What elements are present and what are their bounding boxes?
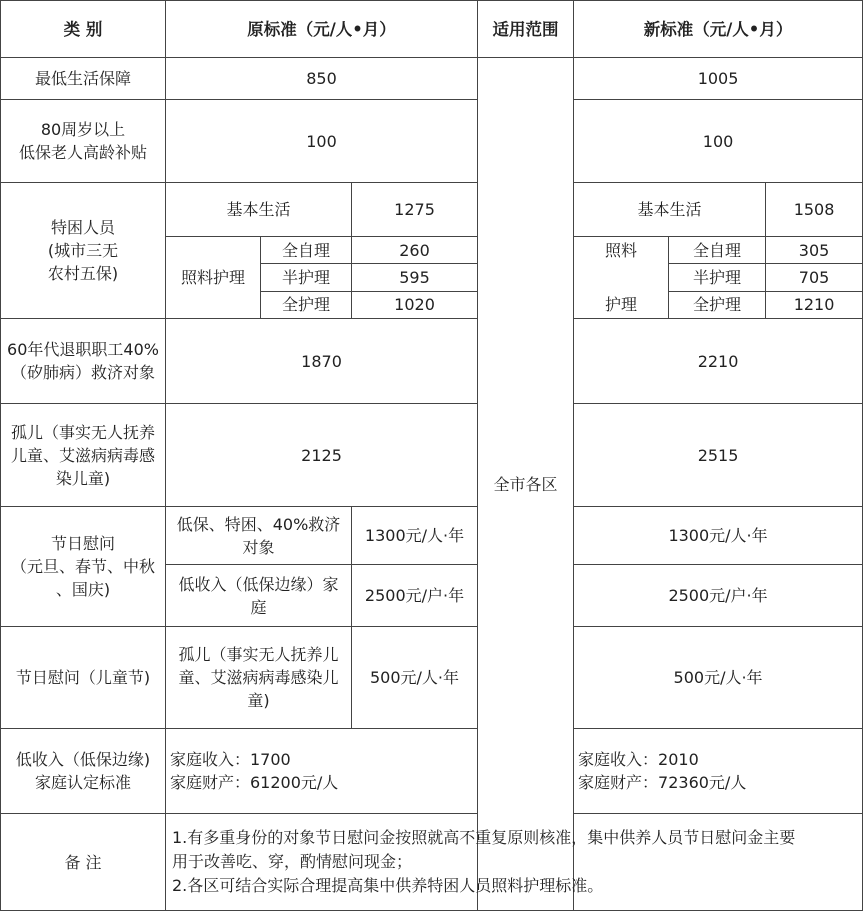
holiday-sub2-old: 2500元/户·年 bbox=[352, 565, 478, 627]
children-day-old: 500元/人·年 bbox=[352, 627, 478, 729]
new-basic-value: 1508 bbox=[766, 183, 863, 237]
new-basic-label: 基本生活 bbox=[574, 183, 766, 237]
row-remarks bbox=[1, 814, 863, 911]
row-holiday-subsistence bbox=[1, 507, 863, 565]
header-new-standard: 新标准（元/人•月） bbox=[574, 1, 863, 58]
new-care-label: 照料 护理 bbox=[574, 237, 669, 319]
label-special: 特困人员 (城市三无 农村五保) bbox=[1, 183, 166, 319]
old-half-care-label: 半护理 bbox=[261, 264, 352, 291]
row-special-basic bbox=[1, 183, 863, 237]
label-low-income: 低收入（低保边缘) 家庭认定标准 bbox=[1, 729, 166, 814]
new-orphan: 2515 bbox=[574, 404, 863, 507]
label-children-day: 节日慰问（儿童节) bbox=[1, 627, 166, 729]
holiday-sub1-label: 低保、特困、40%救济 对象 bbox=[166, 507, 352, 565]
new-self-care-value: 305 bbox=[766, 237, 863, 264]
label-min-living: 最低生活保障 bbox=[1, 58, 166, 100]
label-retired: 60年代退职职工40% （矽肺病）救济对象 bbox=[1, 319, 166, 404]
new-low-income: 家庭收入：2010 家庭财产：72360元/人 bbox=[574, 729, 863, 814]
old-low-income: 家庭收入：1700 家庭财产：61200元/人 bbox=[166, 729, 478, 814]
old-basic-label: 基本生活 bbox=[166, 183, 352, 237]
old-elderly: 100 bbox=[166, 100, 478, 183]
label-elderly: 80周岁以上 低保老人高龄补贴 bbox=[1, 100, 166, 183]
row-min-living bbox=[1, 58, 863, 100]
label-orphan: 孤儿（事实无人抚养 儿童、艾滋病病毒感 染儿童) bbox=[1, 404, 166, 507]
header-scope: 适用范围 bbox=[478, 1, 574, 58]
old-care-label: 照料护理 bbox=[166, 237, 261, 319]
row-retired bbox=[1, 319, 863, 404]
new-retired: 2210 bbox=[574, 319, 863, 404]
old-orphan: 2125 bbox=[166, 404, 478, 507]
old-self-care-label: 全自理 bbox=[261, 237, 352, 264]
old-full-care-value: 1020 bbox=[352, 291, 478, 318]
label-remarks: 备 注 bbox=[1, 814, 166, 911]
label-holiday: 节日慰问 （元旦、春节、中秋 、国庆) bbox=[1, 507, 166, 627]
new-half-care-value: 705 bbox=[766, 264, 863, 291]
header-old-standard: 原标准（元/人•月） bbox=[166, 1, 478, 58]
header-category: 类 别 bbox=[1, 1, 166, 58]
header-row bbox=[1, 1, 863, 58]
new-self-care-label: 全自理 bbox=[669, 237, 766, 264]
new-full-care-value: 1210 bbox=[766, 291, 863, 318]
old-retired: 1870 bbox=[166, 319, 478, 404]
row-low-income bbox=[1, 729, 863, 814]
old-min-living: 850 bbox=[166, 58, 478, 100]
children-day-sub-label: 孤儿（事实无人抚养儿 童、艾滋病病毒感染儿 童) bbox=[166, 627, 352, 729]
holiday-sub1-old: 1300元/人·年 bbox=[352, 507, 478, 565]
new-min-living: 1005 bbox=[574, 58, 863, 100]
new-full-care-label: 全护理 bbox=[669, 291, 766, 318]
new-elderly: 100 bbox=[574, 100, 863, 183]
children-day-new: 500元/人·年 bbox=[574, 627, 863, 729]
old-full-care-label: 全护理 bbox=[261, 291, 352, 318]
row-orphan bbox=[1, 404, 863, 507]
scope-cell: 全市各区 bbox=[478, 58, 574, 911]
old-basic-value: 1275 bbox=[352, 183, 478, 237]
row-children-day bbox=[1, 627, 863, 729]
holiday-sub2-label: 低收入（低保边缘）家 庭 bbox=[166, 565, 352, 627]
holiday-sub2-new: 2500元/户·年 bbox=[574, 565, 863, 627]
holiday-sub1-new: 1300元/人·年 bbox=[574, 507, 863, 565]
new-half-care-label: 半护理 bbox=[669, 264, 766, 291]
old-half-care-value: 595 bbox=[352, 264, 478, 291]
remarks-content: 1.有多重身份的对象节日慰问金按照就高不重复原则核准，集中供养人员节日慰问金主要 用于改善吃、穿，酌情慰问现金； 2.各区可结合实际合理提高集中供养特困人员照料护理标准。 bbox=[166, 814, 863, 911]
row-elderly bbox=[1, 100, 863, 183]
old-self-care-value: 260 bbox=[352, 237, 478, 264]
